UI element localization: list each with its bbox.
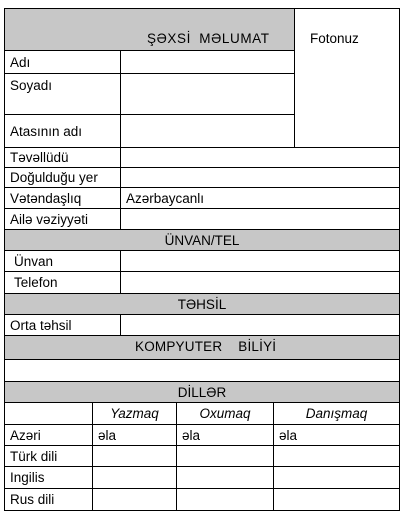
birthdate-field[interactable] bbox=[121, 148, 399, 168]
name-field[interactable] bbox=[121, 51, 295, 74]
language-name: Azəri bbox=[5, 425, 93, 446]
computer-section-title: KOMPYUTER BİLİYİ bbox=[135, 339, 277, 354]
col-writing: Yazmaq bbox=[93, 403, 177, 425]
language-reading-level[interactable] bbox=[177, 489, 274, 510]
birthplace-label: Doğulduğu yer bbox=[5, 168, 121, 188]
language-name: Türk dili bbox=[5, 446, 93, 467]
language-reading-level[interactable]: əla bbox=[177, 425, 274, 446]
surname-label: Soyadı bbox=[10, 78, 53, 93]
surname-label-cell bbox=[5, 74, 121, 115]
col-speaking: Danışmaq bbox=[274, 403, 399, 425]
language-speaking-level[interactable] bbox=[274, 489, 399, 510]
language-reading-level[interactable] bbox=[177, 446, 274, 467]
languages-corner-cell bbox=[5, 403, 93, 425]
address-section-header: ÜNVAN/TEL bbox=[5, 230, 399, 251]
col-reading: Oxumaq bbox=[177, 403, 274, 425]
language-speaking-level[interactable]: əla bbox=[274, 425, 399, 446]
phone-label: Telefon bbox=[5, 272, 121, 294]
cv-form bbox=[4, 8, 400, 511]
page-title: ŞƏXSİ MƏLUMAT bbox=[147, 31, 270, 46]
marital-status-label: Ailə vəziyyəti bbox=[5, 209, 121, 230]
marital-status-field[interactable] bbox=[121, 209, 399, 230]
language-name: Ingilis bbox=[5, 467, 93, 489]
computer-skills-field[interactable] bbox=[5, 360, 399, 382]
citizenship-value[interactable]: Azərbaycanlı bbox=[121, 188, 399, 209]
birthdate-label: Təvəllüdü bbox=[5, 148, 121, 168]
language-writing-level[interactable] bbox=[93, 489, 177, 510]
language-speaking-level[interactable] bbox=[274, 446, 399, 467]
secondary-education-label: Orta təhsil bbox=[5, 315, 121, 336]
computer-section-header bbox=[5, 336, 399, 360]
citizenship-label: Vətəndaşlıq bbox=[5, 188, 121, 209]
patronymic-label: Atasının adı bbox=[5, 115, 121, 148]
address-label: Ünvan bbox=[5, 251, 121, 272]
phone-field[interactable] bbox=[121, 272, 399, 294]
language-name: Rus dili bbox=[5, 489, 93, 510]
secondary-education-field[interactable] bbox=[121, 315, 399, 336]
patronymic-field[interactable] bbox=[121, 115, 295, 148]
photo-label: Fotonuz bbox=[310, 31, 359, 46]
language-writing-level[interactable]: əla bbox=[93, 425, 177, 446]
language-writing-level[interactable] bbox=[93, 467, 177, 489]
header-title-cell bbox=[5, 9, 295, 51]
languages-section-header: DİLLƏR bbox=[5, 382, 399, 403]
address-field[interactable] bbox=[121, 251, 399, 272]
language-writing-level[interactable] bbox=[93, 446, 177, 467]
language-speaking-level[interactable] bbox=[274, 467, 399, 489]
language-reading-level[interactable] bbox=[177, 467, 274, 489]
photo-box[interactable] bbox=[295, 9, 399, 148]
surname-field[interactable] bbox=[121, 74, 295, 115]
birthplace-field[interactable] bbox=[121, 168, 399, 188]
name-label: Adı bbox=[5, 51, 121, 74]
education-section-header: TƏHSİL bbox=[5, 294, 399, 315]
